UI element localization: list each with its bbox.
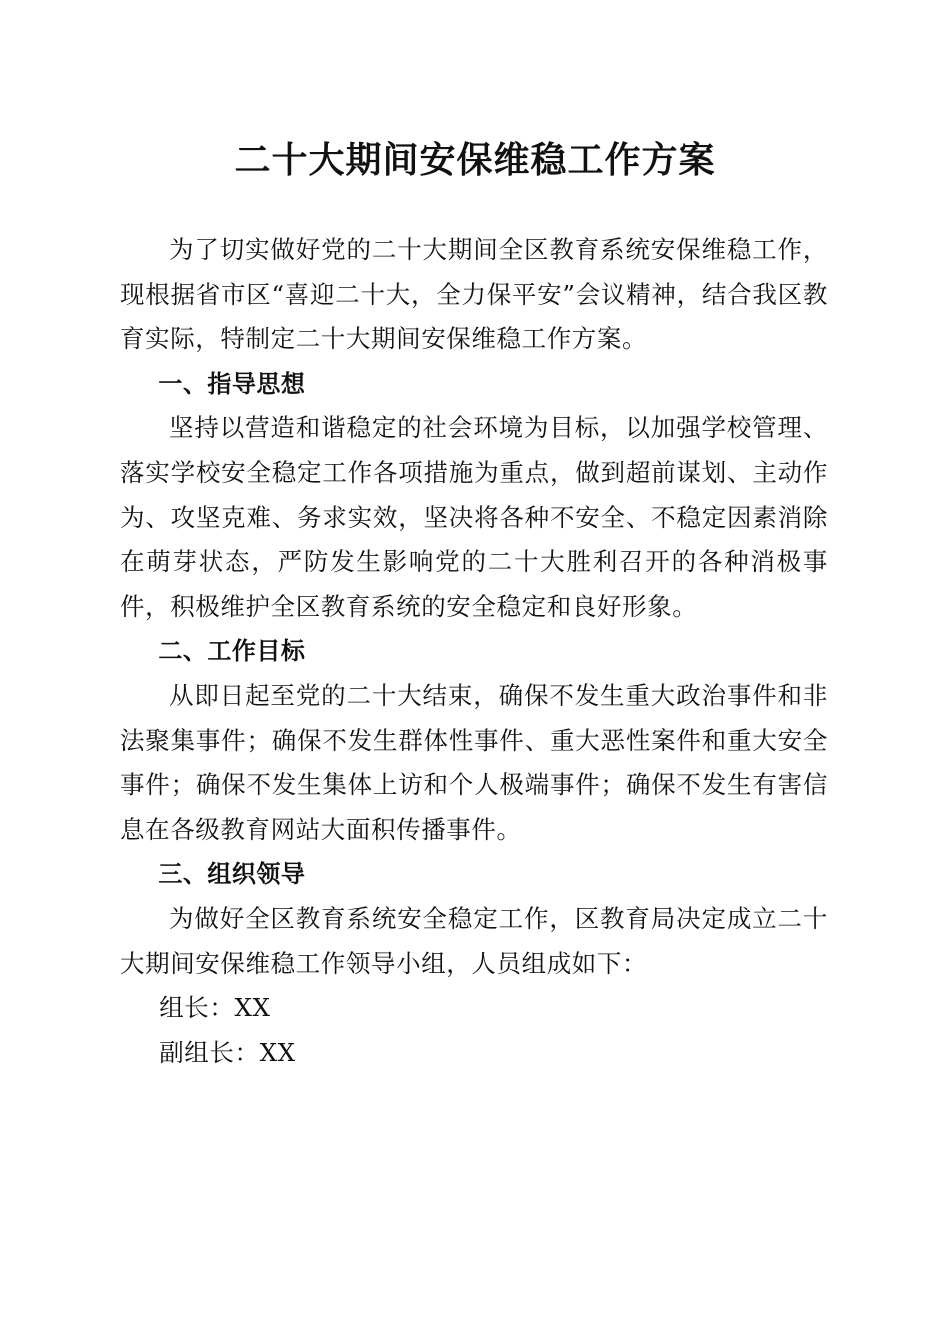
section-body-organization: 为做好全区教育系统安全稳定工作，区教育局决定成立二十大期间安保维稳工作领导小组，人员组成如下：	[120, 903, 828, 978]
document-title: 二十大期间安保维稳工作方案	[234, 139, 716, 181]
section-body-guiding-ideology: 坚持以营造和谐稳定的社会环境为目标，以加强学校管理、落实学校安全稳定工作各项措施为重点，做到超前谋划、主动作为、攻坚克难、务求实效，坚决将各种不安全、不稳定因素消除在萌芽状态，严防发生影响党的二十大胜利召开的各种消极事件，积极维护全区教育系统的安全稳定和良好形象。	[120, 413, 828, 621]
section-body-work-goals: 从即日起至党的二十大结束，确保不发生重大政治事件和非法聚集事件；确保不发生群体性事件、重大恶性案件和重大安全事件；确保不发生集体上访和个人极端事件；确保不发生有害信息在各级教育网站大面积传播事件。	[120, 680, 828, 844]
intro-paragraph: 为了切实做好党的二十大期间全区教育系统安保维稳工作，现根据省市区“喜迎二十大，全力保平安”会议精神，结合我区教育实际，特制定二十大期间安保维稳工作方案。	[120, 235, 828, 354]
member-leader: 组长：XX	[159, 993, 271, 1023]
member-deputy-leader: 副组长：XX	[159, 1037, 296, 1067]
section-heading-organization: 三、组织领导	[158, 860, 306, 889]
section-heading-work-goals: 二、工作目标	[158, 637, 306, 666]
document-body	[120, 228, 828, 1075]
section-heading-guiding-ideology: 一、指导思想	[158, 369, 306, 398]
